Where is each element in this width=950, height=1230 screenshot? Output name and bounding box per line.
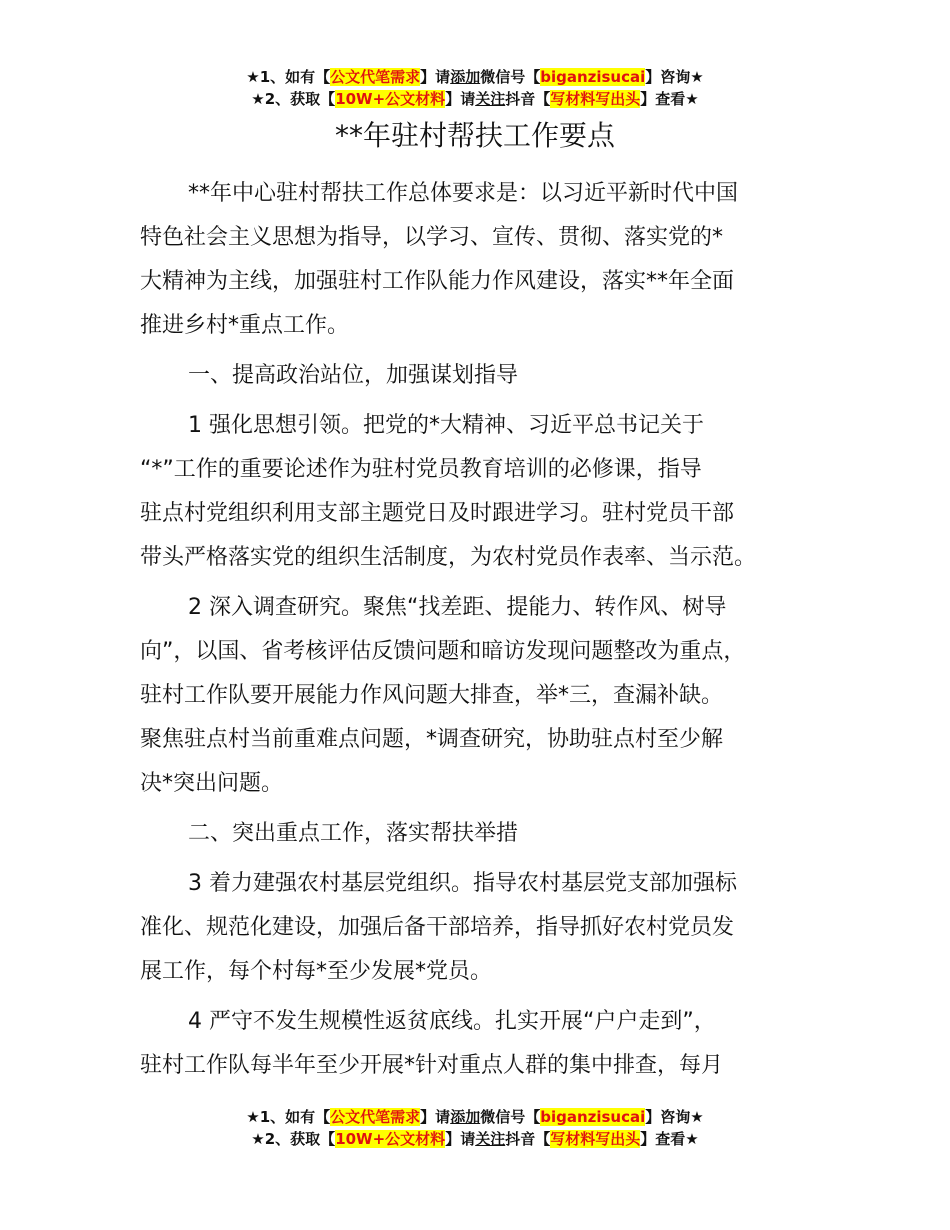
banner-text: ★1、如有【 — [246, 1108, 331, 1126]
paragraph — [140, 404, 830, 580]
banner-text: 微信号【 — [480, 68, 541, 86]
banner-text: 】查看★ — [640, 1130, 699, 1148]
highlight-text: 10W+公文材料 — [335, 90, 446, 108]
document-body — [140, 172, 830, 1094]
text-line: 4 严守不发生规模性返贫底线。扎实开展“户户走到”， — [188, 1009, 716, 1034]
banner-text: 】咨询★ — [645, 68, 704, 86]
text-line: 3 着力建强农村基层党组织。指导农村基层党支部加强标 — [188, 871, 737, 896]
text-line: 决*突出问题。 — [140, 771, 284, 796]
bottom-banner — [0, 1106, 950, 1150]
banner-text: 】请 — [420, 1108, 451, 1126]
text-line: “*”工作的重要论述作为驻村党员教育培训的必修课，指导 — [140, 457, 702, 482]
banner-text: ★1、如有【 — [246, 68, 331, 86]
banner-line-2 — [0, 1128, 950, 1150]
text-line: 2 深入调查研究。聚焦“找差距、提能力、转作风、树导 — [188, 595, 727, 620]
banner-text: 】请 — [445, 90, 476, 108]
banner-text: 抖音【 — [505, 90, 551, 108]
banner-text: 微信号【 — [480, 1108, 541, 1126]
text-line: 聚焦驻点村当前重难点问题，*调查研究，协助驻点村至少解 — [140, 727, 724, 752]
douyin-account: 写材料写出头 — [550, 90, 641, 108]
text-line: 一、提高政治站位，加强谋划指导 — [188, 363, 519, 388]
underlined-text: 添加 — [450, 1108, 481, 1126]
banner-text: 】查看★ — [640, 90, 699, 108]
banner-text: 抖音【 — [505, 1130, 551, 1148]
paragraph — [140, 862, 830, 994]
banner-text: ★2、获取【 — [251, 90, 336, 108]
banner-text: ★2、获取【 — [251, 1130, 336, 1148]
text-line: 二、突出重点工作，落实帮扶举措 — [188, 821, 519, 846]
banner-line-2 — [0, 88, 950, 110]
text-line: 带头严格落实党的组织生活制度，为农村党员作表率、当示范。 — [140, 545, 757, 570]
banner-line-1 — [0, 66, 950, 88]
highlight-text: 公文代笔需求 — [330, 68, 421, 86]
banner-text: 】请 — [420, 68, 451, 86]
document-title: **年驻村帮扶工作要点 — [334, 119, 615, 152]
highlight-text: 公文代笔需求 — [330, 1108, 421, 1126]
paragraph — [140, 1000, 830, 1088]
text-line: 特色社会主义思想为指导，以学习、宣传、贯彻、落实党的* — [140, 225, 724, 250]
wechat-id: biganzisucai — [540, 68, 646, 86]
paragraph — [140, 586, 830, 806]
text-line: **年中心驻村帮扶工作总体要求是：以习近平新时代中国 — [188, 181, 739, 206]
wechat-id: biganzisucai — [540, 1108, 646, 1126]
text-line: 1 强化思想引领。把党的*大精神、习近平总书记关于 — [188, 413, 704, 438]
banner-text: 】请 — [445, 1130, 476, 1148]
underlined-text: 关注 — [475, 1130, 506, 1148]
paragraph — [140, 172, 830, 348]
text-line: 驻村工作队每半年至少开展*针对重点人群的集中排查，每月 — [140, 1053, 724, 1078]
text-line: 推进乡村*重点工作。 — [140, 313, 350, 338]
text-line: 准化、规范化建设，加强后备干部培养，指导抓好农村党员发 — [140, 915, 735, 940]
paragraph — [140, 354, 830, 398]
text-line: 驻点村党组织利用支部主题党日及时跟进学习。驻村党员干部 — [140, 501, 735, 526]
highlight-text: 10W+公文材料 — [335, 1130, 446, 1148]
underlined-text: 关注 — [475, 90, 506, 108]
banner-line-1 — [0, 1106, 950, 1128]
underlined-text: 添加 — [450, 68, 481, 86]
douyin-account: 写材料写出头 — [550, 1130, 641, 1148]
banner-text: 】咨询★ — [645, 1108, 704, 1126]
text-line: 向”，以国、省考核评估反馈问题和暗访发现问题整改为重点， — [140, 639, 746, 664]
text-line: 大精神为主线，加强驻村工作队能力作风建设，落实**年全面 — [140, 269, 735, 294]
paragraph — [140, 812, 830, 856]
text-line: 展工作，每个村每*至少发展*党员。 — [140, 959, 493, 984]
text-line: 驻村工作队要开展能力作风问题大排查，举*三，查漏补缺。 — [140, 683, 724, 708]
top-banner — [0, 66, 950, 110]
